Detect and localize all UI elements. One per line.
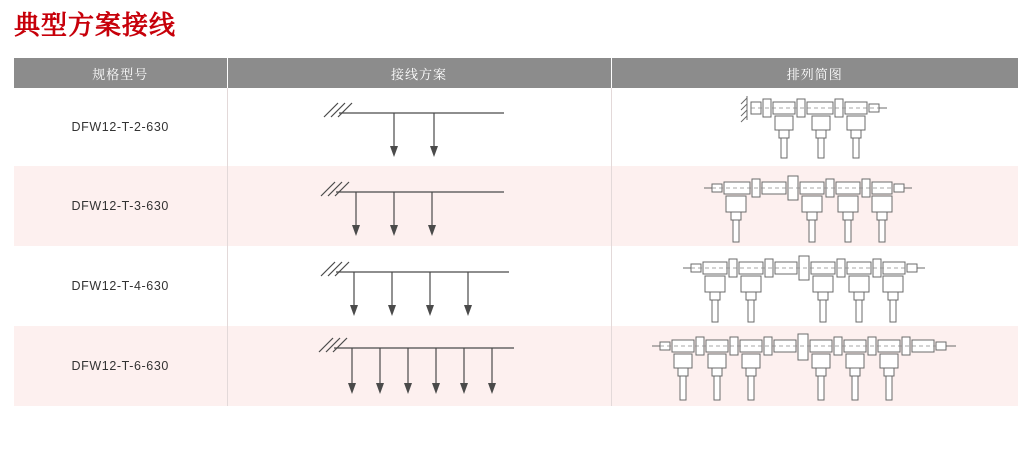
layout-svg: [675, 246, 955, 326]
column-header-model: 规格型号: [14, 58, 227, 88]
layout-diagram-3: [611, 166, 1018, 246]
table-header-row: [14, 58, 1018, 88]
wiring-diagram-6: [227, 326, 611, 406]
table-row: [14, 166, 1018, 246]
wiring-diagram-4: [227, 246, 611, 326]
layout-diagram-4: [611, 246, 1018, 326]
layout-diagram-2: [611, 88, 1018, 166]
layout-diagram-6: [611, 326, 1018, 406]
column-header-layout: 排列简图: [611, 58, 1018, 88]
model-label: DFW12-T-4-630: [14, 246, 227, 326]
model-label: DFW12-T-6-630: [14, 326, 227, 406]
layout-svg: [690, 166, 940, 246]
wiring-svg: [294, 91, 544, 163]
page-title: 典型方案接线: [14, 10, 177, 40]
model-label: DFW12-T-3-630: [14, 166, 227, 246]
column-header-wiring: 接线方案: [227, 58, 611, 88]
wiring-svg: [294, 170, 544, 242]
typical-wiring-table: [14, 58, 1018, 406]
table-body: [14, 88, 1018, 406]
model-label: DFW12-T-2-630: [14, 88, 227, 166]
table-row: [14, 88, 1018, 166]
table-head: [14, 58, 1018, 88]
layout-svg: [650, 326, 980, 406]
table-row: [14, 246, 1018, 326]
wiring-diagram-2: [227, 88, 611, 166]
layout-svg: [705, 90, 925, 164]
wiring-diagram-3: [227, 166, 611, 246]
wiring-svg: [294, 250, 544, 322]
wiring-svg: [294, 330, 544, 402]
table-row: [14, 326, 1018, 406]
